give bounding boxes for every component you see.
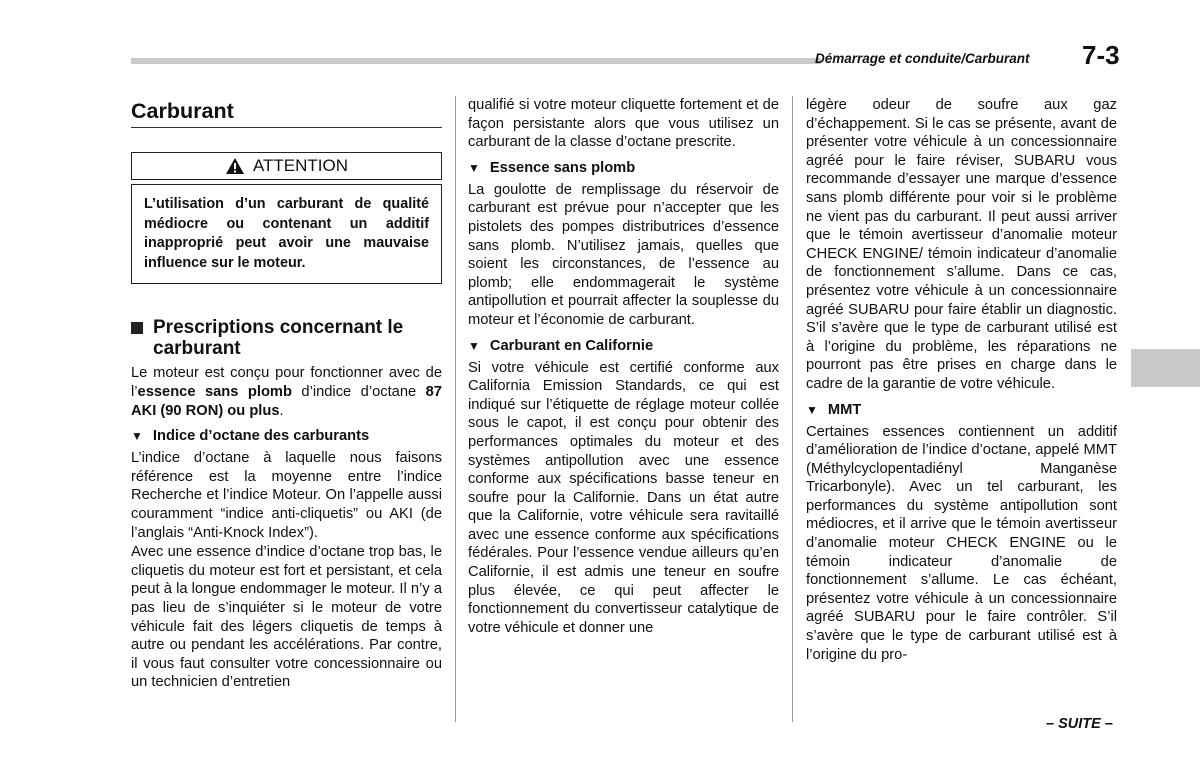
intro-text-2: d’indice d’octane bbox=[291, 383, 426, 400]
octane-paragraph-2: Avec une essence d’indice d’octane trop bas, le cliquetis du moteur est fort et persistant, et cela peut à la longue endommager le moteur. Il n’y a pas lieu de s’inquiéter si le moteur de votre véhicule fait des légers cliquetis de temps à autre ou pendant les accélérations. Par contre, il vous faut consulter votre concessionnaire ou un technicien d’entretien bbox=[131, 544, 442, 691]
chapter-thumb-tab bbox=[1131, 349, 1200, 387]
continued-marker: – SUITE – bbox=[1046, 716, 1113, 732]
warning-triangle-icon bbox=[225, 157, 245, 175]
triangle-bullet-icon: ▼ bbox=[806, 402, 818, 417]
continued-paragraph: qualifié si votre moteur cliquette fortement et de façon persistante alors que vous utilisez un carburant de la classe d’octane prescrite. bbox=[468, 97, 779, 151]
california-paragraph: Si votre véhicule est certifié conforme aux California Emission Standards, ce qui est indiqué sur l’étiquette de réglage moteur collée sous le capot, il est conçu pour obtenir des performances optimales du moteur et des systèmes antipollution avec une essence conforme aux spécifications basse teneur en soufre pour la Californie. Dans un état autre que la Californie, votre véhicule sera ravitaillé avec une essence conforme aux spécifications fédérales. Pour l’essence vendue ailleurs qu’en Californie, il est admis une teneur en soufre plus élevée, ce qui peut affecter le fonctionnement du convertisseur catalytique de votre véhicule et donner une bbox=[468, 359, 779, 636]
octane-paragraph-1: L’indice d’octane à laquelle nous faisons référence est la moyenne entre l’indice Recherche et l’indice Moteur. On l’appelle aussi couramment “indice anti-cliquetis” ou AKI (de l’anglais “Anti-Knock Index”). bbox=[131, 450, 442, 541]
mmt-heading-text: MMT bbox=[827, 401, 862, 418]
attention-text: L’utilisation d’un carburant de qualité médiocre ou contenant un additif inapproprié peut avoir une mauvaise influence sur le moteur. bbox=[144, 196, 429, 271]
intro-bold-1: essence sans plomb bbox=[137, 383, 292, 400]
column-divider bbox=[455, 96, 456, 722]
page-number: 7-3 bbox=[1082, 40, 1120, 70]
triangle-bullet-icon: ▼ bbox=[131, 429, 143, 444]
running-header-title: Démarrage et conduite/Carburant bbox=[815, 51, 1030, 66]
continued-paragraph: légère odeur de soufre aux gaz d’échappement. Si le cas se présente, avant de présenter votre véhicule à un concessionnaire agréé pour le faire réviser, SUBARU vous recommande d’essayer une marque d’essence sans plomb différente pour voir si le problème ne vient pas du carburant. Il peut aussi arriver que le témoin avertisseur d’anomalie moteur CHECK ENGINE/ témoin indicateur d’anomalie de fonctionnement s’allume. Dans ce cas, présentez votre véhicule à un concessionnaire agréé SUBARU pour faire établir un diagnostic. S’il s’avère que le type de carburant utilisé est à l’origine du problème, les réparations ne pourront pas être prises en charge dans le cadre de la garantie de votre véhicule. bbox=[806, 97, 1117, 392]
mmt-paragraph: Certaines essences contiennent un additif d’amélioration de l’indice d’octane, appelé MMT (Méthylcyclopentadiényl Manganèse Tricarbonyle). Avec un tel carburant, les performances du système antipollution sont médiocres, et il arrive que le témoin avertisseur d’anomalie moteur CHECK ENGINE ou le témoin indicateur d’anomalie de fonctionnement s’allume. Le cas échéant, présentez votre véhicule à un concessionnaire agréé SUBARU pour le faire contrôler. S’il s’avère que le type de carburant utilisé est à l’origine du pro- bbox=[806, 423, 1117, 663]
octane-heading-text: Indice d’octane des carburants bbox=[152, 428, 370, 445]
subsection-heading bbox=[131, 317, 442, 359]
attention-box bbox=[131, 184, 442, 284]
column-1 bbox=[131, 96, 442, 693]
triangle-bullet-icon: ▼ bbox=[468, 160, 480, 175]
column-divider bbox=[792, 96, 793, 722]
intro-text-3: . bbox=[279, 402, 284, 419]
column-3 bbox=[806, 96, 1117, 665]
unleaded-heading-text: Essence sans plomb bbox=[489, 159, 636, 176]
column-2 bbox=[468, 96, 779, 638]
header-rule bbox=[131, 58, 821, 64]
attention-label: ATTENTION bbox=[252, 155, 349, 175]
square-bullet-icon bbox=[131, 322, 143, 334]
subsection-title: Prescriptions concernant le carburant bbox=[153, 317, 404, 360]
california-heading bbox=[468, 336, 779, 356]
mmt-heading bbox=[806, 400, 1117, 420]
attention-header bbox=[131, 152, 442, 180]
unleaded-heading bbox=[468, 158, 779, 178]
section-title: Carburant bbox=[131, 96, 442, 128]
intro-paragraph bbox=[131, 364, 442, 420]
intro-bold-2: 87 AKI (90 RON) ou plus bbox=[131, 383, 442, 419]
california-heading-text: Carburant en Californie bbox=[489, 337, 654, 354]
unleaded-paragraph: La goulotte de remplissage du réservoir de carburant est prévue pour n’accepter que les pistolets des pompes distributrices d’essence sans plomb. N’utilisez jamais, quelles que soient les circonstances, de l’essence au plomb; elle endommagerait le système antipollution et pourrait affecter la souplesse du moteur et l’économie de carburant. bbox=[468, 181, 779, 328]
octane-heading bbox=[131, 426, 442, 446]
intro-text-1: Le moteur est conçu pour fonctionner avec de l’ bbox=[131, 365, 442, 400]
triangle-bullet-icon: ▼ bbox=[468, 338, 480, 353]
